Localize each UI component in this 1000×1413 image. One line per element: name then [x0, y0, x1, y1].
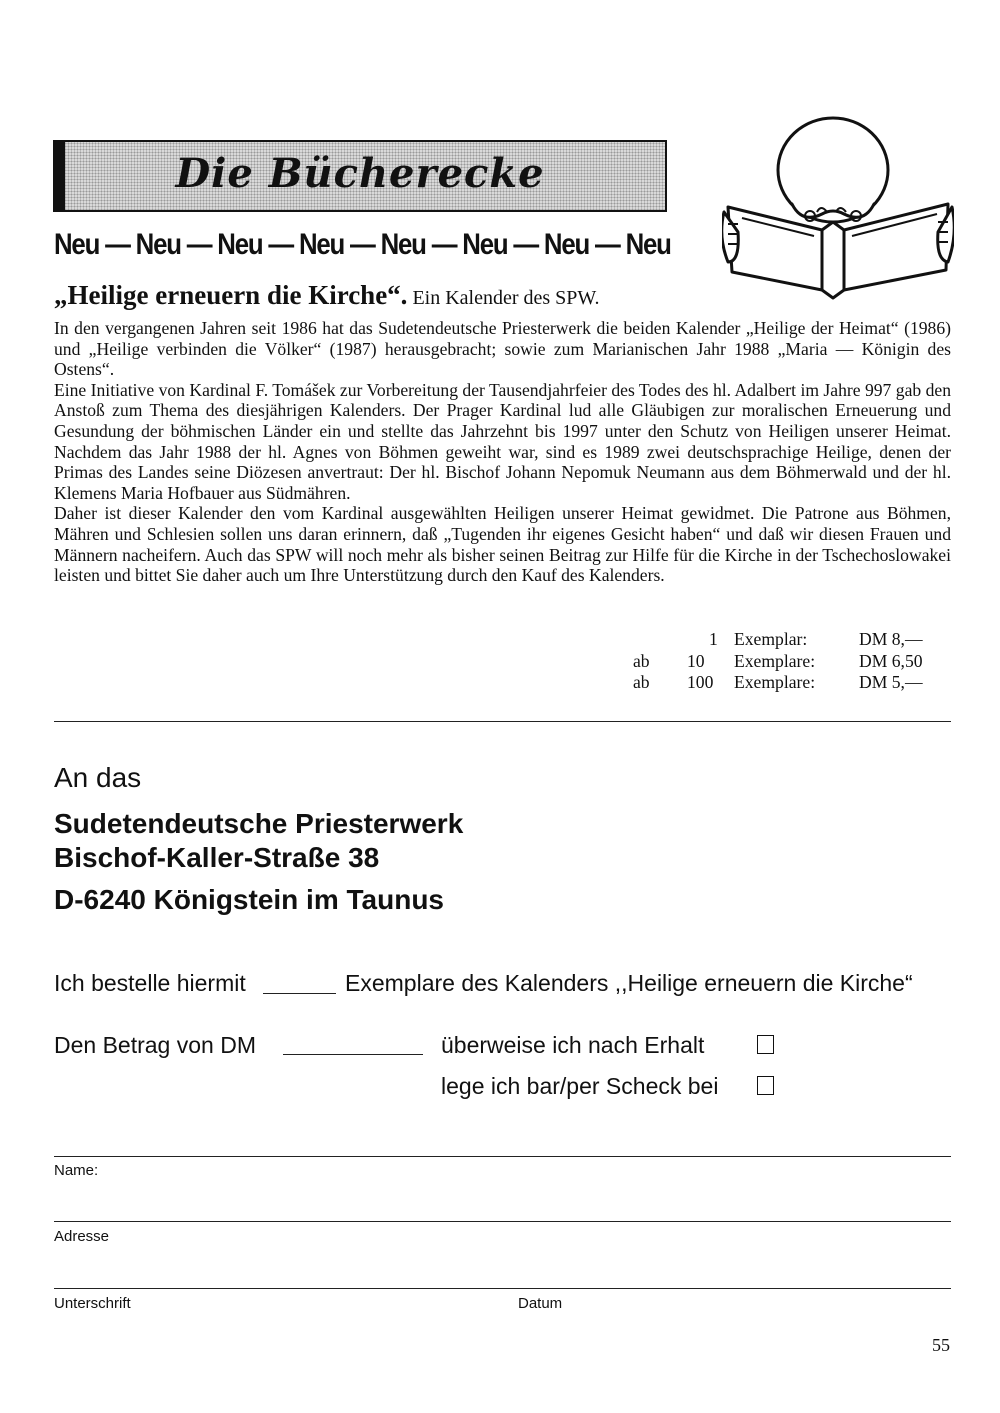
transfer-checkbox[interactable]	[757, 1035, 774, 1054]
price-row	[633, 672, 953, 694]
price-row	[633, 651, 953, 673]
article-body	[54, 318, 951, 586]
section-divider	[54, 721, 951, 722]
price-value: DM 6,50	[859, 650, 923, 671]
address-line[interactable]	[54, 1221, 951, 1222]
section-header-box	[53, 140, 667, 212]
price-prefix: ab	[633, 672, 650, 692]
address-recipient: Sudetendeutsche Priesterwerk	[54, 808, 464, 839]
order-line-1a: Ich bestelle hiermit	[54, 970, 246, 996]
price-quantity: 1	[709, 629, 718, 649]
name-line[interactable]	[54, 1156, 951, 1157]
address-salutation: An das	[54, 762, 142, 793]
price-unit: Exemplar:	[734, 629, 808, 649]
calendar-title-main: „Heilige erneuern die Kirche“.	[54, 280, 408, 310]
date-label: Datum	[518, 1295, 563, 1312]
section-title: Die Bücherecke	[175, 150, 545, 197]
order-line-2a: Den Betrag von DM	[54, 1032, 256, 1058]
price-table	[0, 629, 923, 694]
price-quantity: 10	[687, 650, 705, 671]
price-row	[633, 629, 953, 651]
quantity-blank[interactable]	[263, 993, 336, 994]
order-line-1b: Exemplare des Kalenders ,,Heilige erneuern die Kirche“	[345, 970, 913, 996]
order-line-2b: überweise ich nach Erhalt	[441, 1032, 705, 1058]
signature-line[interactable]	[54, 1288, 951, 1289]
price-value: DM 5,—	[859, 672, 923, 692]
signature-label: Unterschrift	[54, 1295, 131, 1312]
price-quantity: 100	[687, 672, 714, 692]
cash-check-checkbox[interactable]	[757, 1076, 774, 1095]
address-city: D-6240 Königstein im Taunus	[54, 884, 444, 915]
page-number: 55	[932, 1335, 950, 1355]
article-paragraph: In den vergangenen Jahren seit 1986 hat das Sudetendeutsche Priesterwerk die beiden Kalender „Heilige der Heimat“ (1986) und „Heilige verbinden die Völker“ (1987) herausgebracht; sowie zum Marianischen Jahr 1988 „Maria — Königin des Ostens“.	[54, 318, 951, 380]
calendar-title	[54, 280, 599, 311]
amount-blank[interactable]	[283, 1054, 423, 1055]
calendar-title-sub: Ein Kalender des SPW.	[407, 287, 600, 309]
reading-person-book-illustration	[722, 112, 954, 302]
price-unit: Exemplare:	[734, 650, 816, 671]
neu-banner: Neu — Neu — Neu — Neu — Neu — Neu — Neu — Neu	[54, 228, 671, 261]
name-label: Name:	[54, 1162, 99, 1179]
price-prefix: ab	[633, 650, 650, 671]
price-value: DM 8,—	[859, 629, 923, 649]
order-line-3: lege ich bar/per Scheck bei	[441, 1073, 719, 1099]
article-paragraph: Eine Initiative von Kardinal F. Tomášek zur Vorbereitung der Tausendjahrfeier des Todes des hl. Adalbert im Jahre 997 gab den Anstoß zum Thema des diesjährigen Kalenders. Der Prager Kardinal lud alle Gläubigen zur moralischen Erneuerung und Gesundung der böhmischen Länder ein und stellte das Jahrzehnt bis 1997 unter den Schutz von Heiligen unserer Heimat. Nachdem das Jahr 1988 der hl. Agnes von Böhmen geweiht war, sind es 1989 zwei deutschsprachige Heilige, denen der Primas des Landes seine Diözesen anvertraut: Der hl. Bischof Johann Nepomuk Neumann aus dem Böhmerwald und der hl. Klemens Maria Hofbauer aus Südmähren.	[54, 379, 951, 503]
article-paragraph: Daher ist dieser Kalender den vom Kardinal ausgewählten Heiligen unserer Heimat gewidmet. Die Patrone aus Böhmen, Mähren und Schlesien sollen uns daran erinnern, daß „Tugenden ihr eigenes Gesicht haben“ und daß wir diesen Frauen und Männern nacheifern. Auch das SPW will noch mehr als bisher seinen Beitrag zur Hilfe für die Kirche in der Tschechoslowakei leisten und bittet Sie daher auch um Ihre Unterstützung durch den Kauf des Kalenders.	[54, 503, 951, 586]
price-unit: Exemplare:	[734, 672, 816, 692]
address-label: Adresse	[54, 1228, 110, 1245]
address-street: Bischof-Kaller-Straße 38	[54, 842, 380, 873]
